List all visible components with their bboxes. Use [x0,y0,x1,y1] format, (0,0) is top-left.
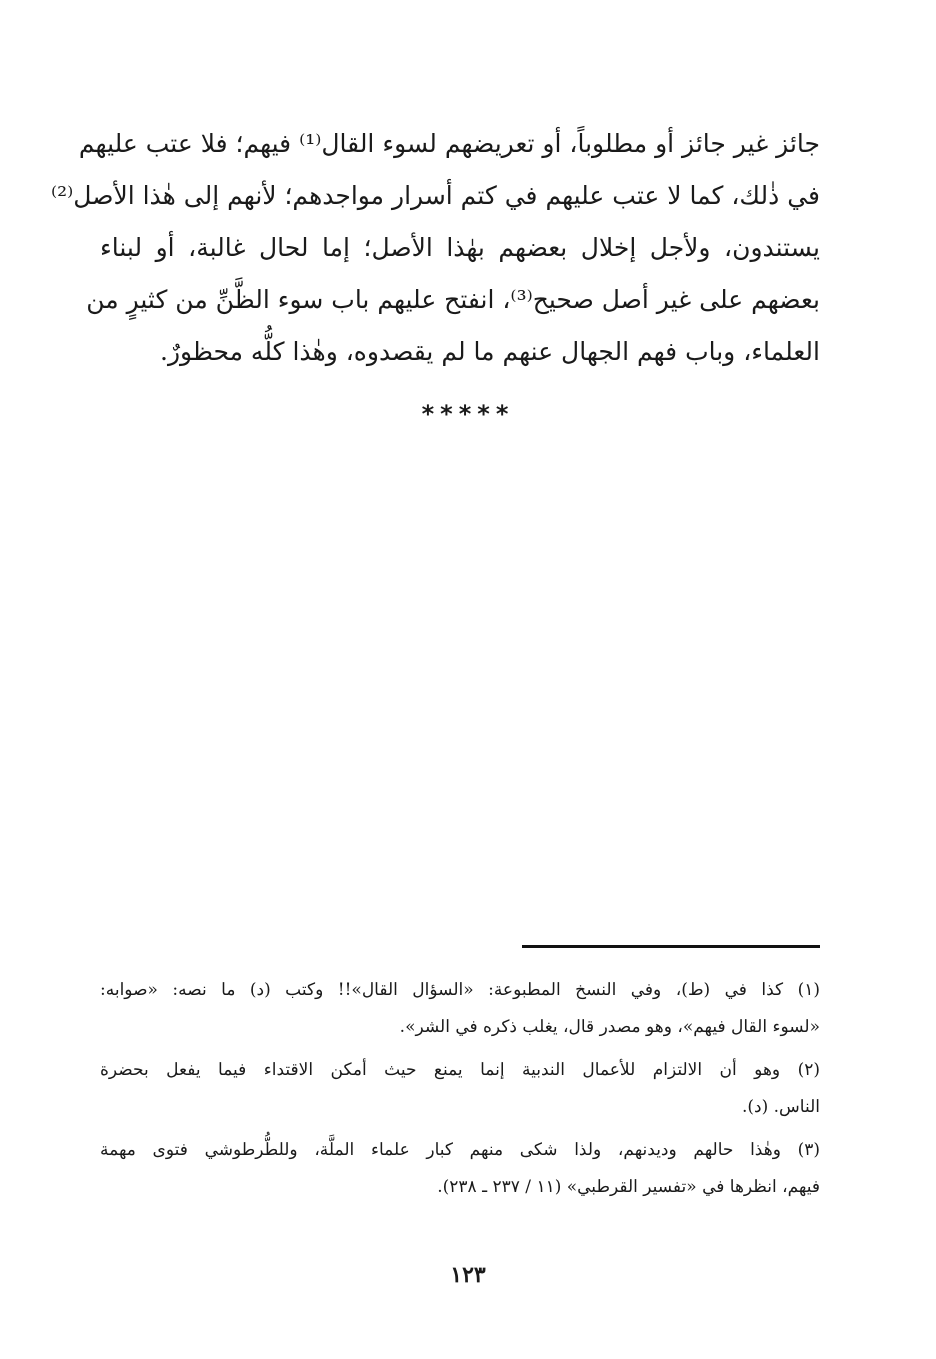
page-number: ١٢٣ [450,1262,486,1288]
footnote-line: الناس. (د). [741,1097,820,1117]
paragraph-line: بعضهم على غير أصل صحيح⁽³⁾، انفتح عليهم باب سوء الظَّنِّ من كثيرٍ من [86,285,820,314]
footnotes [100,972,820,1212]
footnote-line: فيهم، انظرها في «تفسير القرطبي» (١١ / ٢٣٧ ـ ٢٣٨). [437,1177,820,1197]
footnote-line: (٢) وهو أن الالتزام للأعمال الندبية إنما يمنع حيث أمكن الاقتداء فيما يفعل بحضرة [100,1060,820,1080]
section-separator: ***** [421,400,515,428]
main-paragraph [50,118,820,378]
paragraph-line: يستندون، ولأجل إخلال بعضهم بهٰذا الأصل؛ إما لحال غالبة، أو لبناء [100,233,820,262]
paragraph-line: العلماء، وباب فهم الجهال عنهم ما لم يقصدوه، وهٰذا كلُّه محظورٌ. [160,337,820,366]
footnote-3 [100,1132,820,1206]
footnote-2 [100,1052,820,1126]
footnote-1 [100,972,820,1046]
footnote-line: «لسوء القال فيهم»، وهو مصدر قال، يغلب ذكره في الشر». [399,1017,820,1037]
paragraph-line: في ذٰلك، كما لا عتب عليهم في كتم أسرار مواجدهم؛ لأنهم إلى هٰذا الأصل⁽²⁾ [50,181,820,210]
footnote-line: (٣) وهٰذا حالهم وديدنهم، ولذا شكى منهم كبار علماء الملَّة، وللطُّرطوشي فتوى مهمة [100,1140,820,1160]
paragraph-line: جائز غير جائز أو مطلوباً، أو تعريضهم لسوء القال⁽¹⁾ فيهم؛ فلا عتب عليهم [78,129,820,158]
footnote-line: (١) كذا في (ط)، وفي النسخ المطبوعة: «السؤال القال»!! وكتب (د) ما نصه: «صوابه: [100,980,820,1000]
footnote-divider [522,945,820,948]
